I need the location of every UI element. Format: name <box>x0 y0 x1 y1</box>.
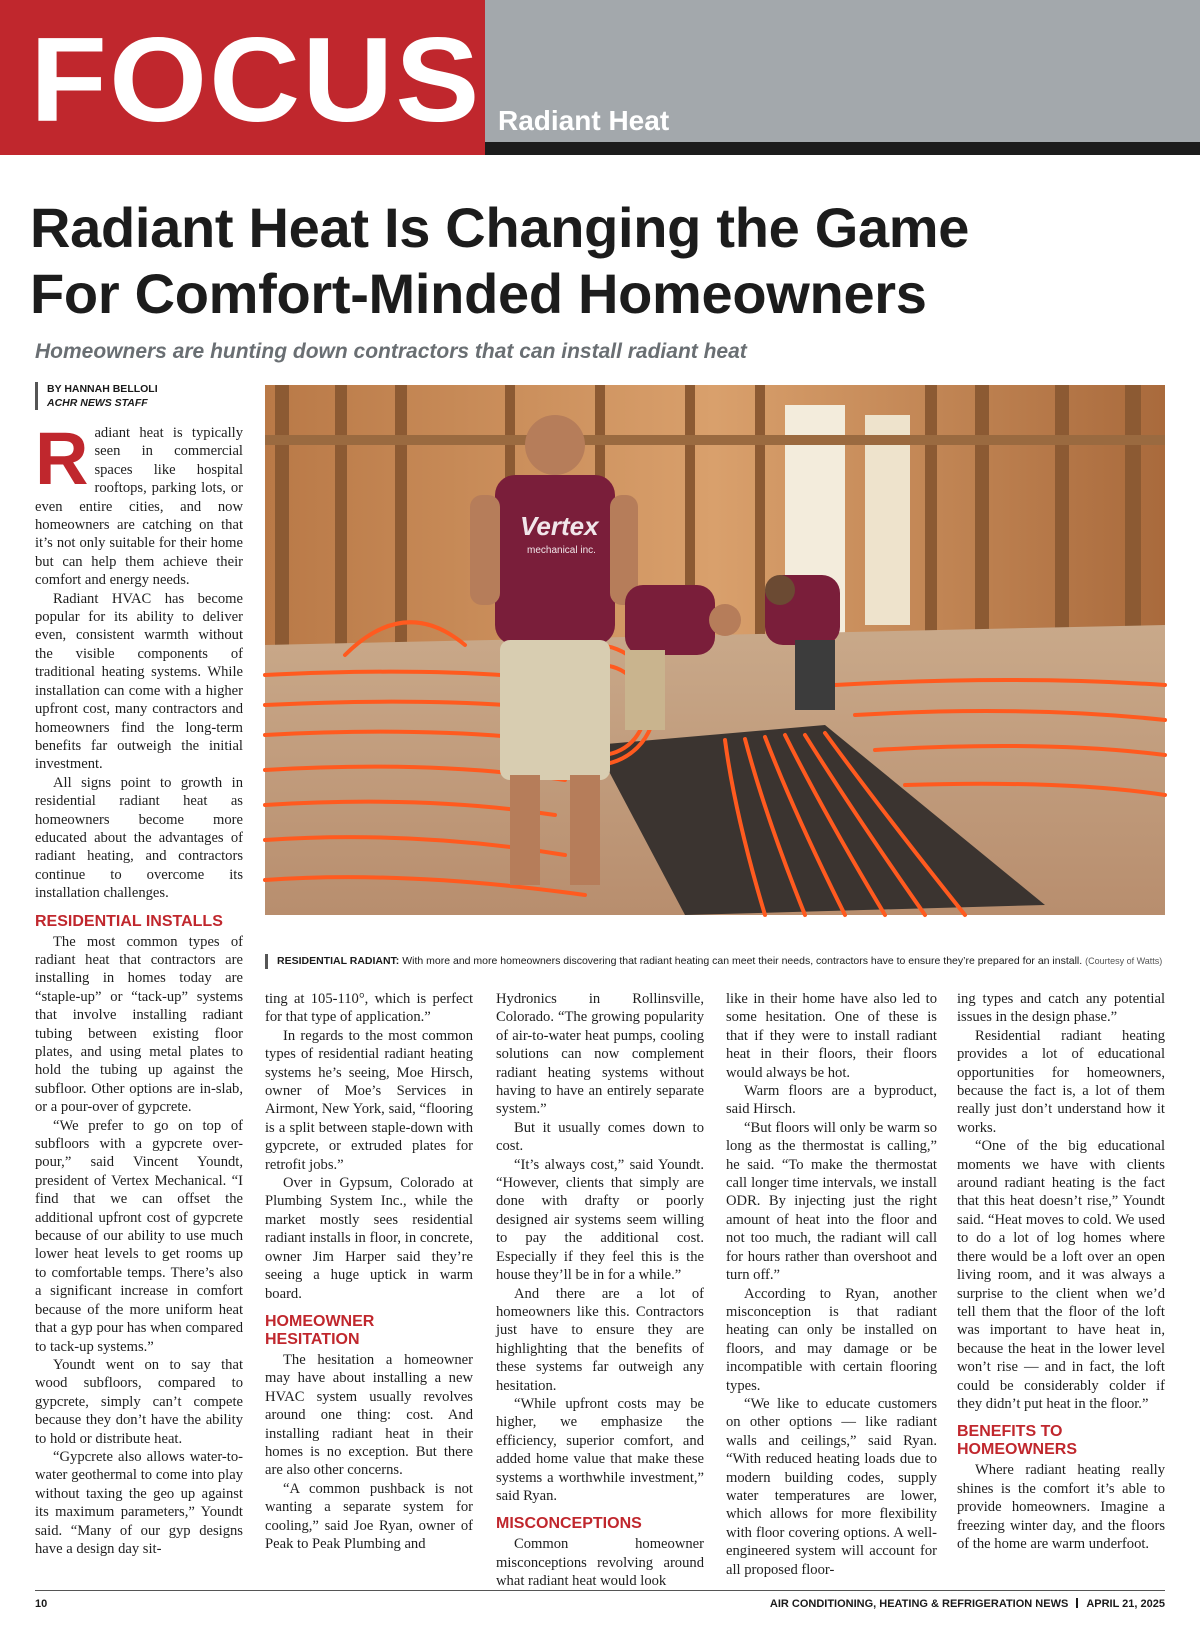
column-3 <box>496 990 704 1590</box>
byline <box>35 382 245 410</box>
paragraph-continued: ing types and catch any potential issues in the design phase.” <box>957 991 1165 1026</box>
maroon-shirt <box>495 475 615 645</box>
paragraph: Residential radiant heating provides a lot of educational opportunities for homeowners, because the fact is, a lot of them really just don’t understand how it works. <box>957 1027 1165 1136</box>
paragraph: “We like to educate customers on other options — like radiant walls and ceilings,” said Ryan. “With reduced heating loads due to modern building codes, supply water temperatures are lower, which allows for more flexibility with floor covering options. A well-engineered system will account for all proposed floor- <box>726 1395 937 1578</box>
paragraph-continued: ting at 105-110°, which is perfect for that type of application.” <box>265 991 473 1026</box>
paragraph: All signs point to growth in residential radiant heat as homeowners become more educated about the advantages of radiant heating, and contractors continue to overcome its installation challenges. <box>35 774 243 902</box>
caption-credit: (Courtesy of Watts) <box>1085 956 1163 966</box>
caption-label: RESIDENTIAL RADIANT: <box>277 955 400 967</box>
footer-rule <box>35 1590 1165 1591</box>
article-deck: Homeowners are hunting down contractors that can install radiant heat <box>35 340 747 363</box>
article-photo <box>265 385 1165 915</box>
paragraph: Where radiant heating really shines is the comfort it’s able to provide homeowners. Imagine a freezing winter day, and the floors of the home are warm underfoot. <box>957 1462 1165 1552</box>
paragraph: “While upfront costs may be higher, we emphasize the efficiency, superior comfort, and added home value that make these systems a worthwhile investment,” said Ryan. <box>496 1395 704 1504</box>
publication-footer <box>770 1597 1165 1611</box>
paragraph-continued: Hydronics in Rollinsville, Colorado. “The growing popularity of air-to-water heat pumps, cooling solutions can now complement radiant heating systems without having to have an entirely separate system.” <box>496 991 704 1118</box>
subhead-homeowner-hesitation: HOMEOWNER HESITATION <box>265 1312 375 1348</box>
paragraph: And there are a lot of homeowners like this. Contractors just have to ensure they are highlighting that the benefits of these systems far outweigh any hesitation. <box>496 1285 704 1394</box>
headline-line-2: For Comfort-Minded Homeowners <box>30 262 927 325</box>
shirt-logo-sub: mechanical inc. <box>527 545 596 556</box>
khaki-shorts <box>500 640 610 780</box>
window-light-2 <box>865 415 910 625</box>
shirt-logo: Vertex <box>520 511 599 541</box>
paragraph-text: adiant heat is typically seen in commercial spaces like hospital rooftops, parking lots, or even entire cities, and now homeowners are catching on that it’s not only suitable for their home but can help them achieve their comfort and energy needs. <box>35 425 243 589</box>
paragraph: Radiant HVAC has become popular for its ability to deliver even, consistent warmth without the visible components of traditional heating systems. While installation can come with a higher upfront cost, many contractors and homeowners find the long-term benefits far outweigh the initial investment. <box>35 590 243 773</box>
issue-date: APRIL 21, 2025 <box>1086 1598 1165 1610</box>
paragraph: The most common types of radiant heat that contractors are installing in homes today are “staple-up” or “tack-up” systems that involve installing radiant tubing between existing floor plates, and using metal plates to hold the tubing up against the subfloor. Other options are in-slab, or a pour-over of gypcrete. <box>35 933 243 1116</box>
paragraph: “It’s always cost,” said Youndt. “However, clients that simply are done with drafty or poorly designed air systems seem willing to pay the additional cost. Especially if they feel this is the house they’ll be in for a while.” <box>496 1156 704 1284</box>
paragraph: But it usually comes down to cost. <box>496 1119 704 1155</box>
masthead <box>0 0 1200 155</box>
paragraph: According to Ryan, another misconception is that radiant heating can only be installed on floors, and may damage or be incompatible with certain flooring types. <box>726 1285 937 1394</box>
drop-cap: R <box>35 417 89 500</box>
byline-author: BY HANNAH BELLOLI <box>47 383 158 395</box>
paragraph-continued: like in their home have also led to some hesitation. One of these is that if they were to install radiant heat in their floors, their floors would always be hot. <box>726 991 937 1081</box>
column-1 <box>35 417 243 1581</box>
page-number: 10 <box>35 1598 48 1610</box>
paragraph: Youndt went on to say that wood subfloors, compared to gypcrete, simply can’t compete because they don’t have the ability to hold or distribute heat. <box>35 1356 243 1447</box>
header-beam <box>265 435 1165 445</box>
focus-wordmark: FOCUS <box>30 13 482 147</box>
subhead-benefits-to-homeowners: BENEFITS TO HOMEOWNERS <box>957 1423 1077 1459</box>
paragraph: “A common pushback is not wanting a separate system for cooling,” said Joe Ryan, owner of Peak to Peak Plumbing and <box>265 1480 473 1552</box>
column-4 <box>726 990 937 1580</box>
column-2 <box>265 990 473 1580</box>
section-label: Radiant Heat <box>498 105 670 136</box>
paragraph: “Gypcrete also allows water-to-water geothermal to come into play without taxing the geo up against its maximum parameters,” Youndt said. “Many of our gyp designs have a design day sit- <box>35 1448 243 1557</box>
radiant-install-illustration <box>265 385 1165 915</box>
paragraph: Over in Gypsum, Colorado at Plumbing System Inc., while the market mostly sees residential radiant installs in floor, in concrete, owner Jim Harper said they’re seeing a huge uptick in warm board. <box>265 1175 473 1302</box>
paragraph: “But floors will only be warm so long as the thermostat is calling,” he said. “To make the thermostat call longer time intervals, we install ODR. By injecting just the right amount of heat into the floor and not too much, the radiant will call for hours rather than overshoot and turn off.” <box>726 1119 937 1284</box>
column-5 <box>957 990 1165 1580</box>
masthead-black-rule <box>485 142 1200 155</box>
lede-paragraph <box>35 417 243 590</box>
subhead-residential-installs: RESIDENTIAL INSTALLS <box>35 912 223 930</box>
paragraph: Warm floors are a byproduct, said Hirsch. <box>726 1083 937 1118</box>
publication-name: AIR CONDITIONING, HEATING & REFRIGERATION NEWS <box>769 1598 1069 1610</box>
byline-staff: ACHR NEWS STAFF <box>47 397 148 409</box>
headline-line-1: Radiant Heat Is Changing the Game <box>30 196 970 259</box>
photo-caption <box>265 954 1165 969</box>
paragraph: The hesitation a homeowner may have about installing a new HVAC system usually revolves around one thing: cost. And installing radiant heat in their homes is no exception. But there are also other concerns. <box>265 1351 473 1479</box>
paragraph: “One of the big educational moments we have with clients around radiant heating is the fact that this heat doesn’t rise,” Youndt said. “Heat moves to cold. We used to do a lot of log homes where there would be a loft over an open living room, and it was always a surprise to the client when we’d tell them that the floor of the loft was important to have heat in, because the heat in the lower level won’t rise — and in fact, the loft could be considerably colder if they didn’t put heat in the floor.” <box>957 1138 1165 1412</box>
subhead-misconceptions: MISCONCEPTIONS <box>496 1515 642 1533</box>
caption-text: With more and more homeowners discovering that radiant heating can meet their needs, contractors have to ensure they’re prepared for an install. <box>402 955 1083 967</box>
footer-separator <box>1076 1598 1078 1608</box>
paragraph: Common homeowner misconceptions revolving around what radiant heat would look <box>496 1536 704 1590</box>
paragraph: “We prefer to go on top of subfloors with a gypcrete over-pour,” said Vincent Youndt, president of Vertex Mechanical. “I find that we can offset the additional upfront cost of gypcrete because of our ability to use much lower heat levels to get rooms up to comfortable temps. There’s also a significant increase in comfort because of the more uniform heat that a gyp pour has when compared to tack-up systems.” <box>35 1117 243 1355</box>
article-headline <box>30 195 1180 327</box>
paragraph: In regards to the most common types of residential radiant heating systems he’s seeing, Moe Hirsch, owner of Moe’s Services in Airmont, New York, said, “flooring is a split between staple-down with gypcrete, or extruded plates for retrofit jobs.” <box>265 1027 473 1173</box>
